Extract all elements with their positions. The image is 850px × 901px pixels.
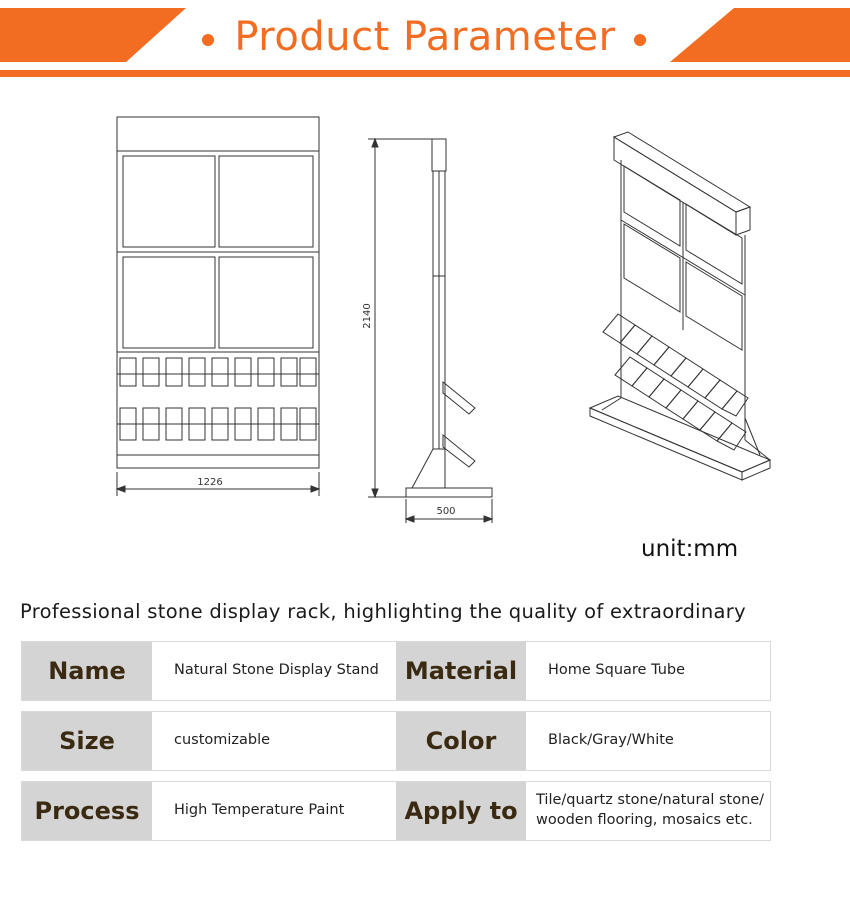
front-bins-upper: [117, 358, 319, 386]
apply-to-line-1: Tile/quartz stone/natural stone/: [536, 792, 765, 809]
front-bins-lower: [117, 408, 319, 440]
spec-value-size: customizable: [152, 712, 396, 770]
side-view: [368, 139, 492, 523]
apply-to-line-2: wooden flooring, mosaics etc.: [536, 812, 753, 828]
width-dimension: 1226: [197, 477, 223, 488]
spec-value-apply-to: [526, 782, 770, 840]
tagline: Professional stone display rack, highlighting the quality of extraordinary: [20, 600, 746, 623]
depth-dimension: 500: [436, 506, 456, 517]
spec-label-material: Material: [396, 642, 526, 700]
spec-label-size: Size: [22, 712, 152, 770]
spec-value-name: Natural Stone Display Stand: [152, 642, 396, 700]
header-banner: [0, 0, 850, 80]
spec-row: [21, 711, 771, 771]
spec-value-color: Black/Gray/White: [526, 712, 770, 770]
spec-table: [21, 641, 771, 851]
spec-label-process: Process: [22, 782, 152, 840]
spec-row: [21, 641, 771, 701]
spec-value-process: High Temperature Paint: [152, 782, 396, 840]
spec-row: [21, 781, 771, 841]
page-title: Product Parameter: [234, 14, 616, 60]
spec-label-apply-to: Apply to: [396, 782, 526, 840]
spec-value-material: Home Square Tube: [526, 642, 770, 700]
iso-bins-upper: [603, 314, 748, 416]
spec-label-color: Color: [396, 712, 526, 770]
technical-drawing: [0, 100, 850, 540]
height-dimension: 2140: [362, 303, 373, 329]
spec-label-name: Name: [22, 642, 152, 700]
unit-label: unit:mm: [641, 536, 739, 562]
isometric-view: [590, 132, 770, 480]
front-view: [117, 117, 319, 496]
